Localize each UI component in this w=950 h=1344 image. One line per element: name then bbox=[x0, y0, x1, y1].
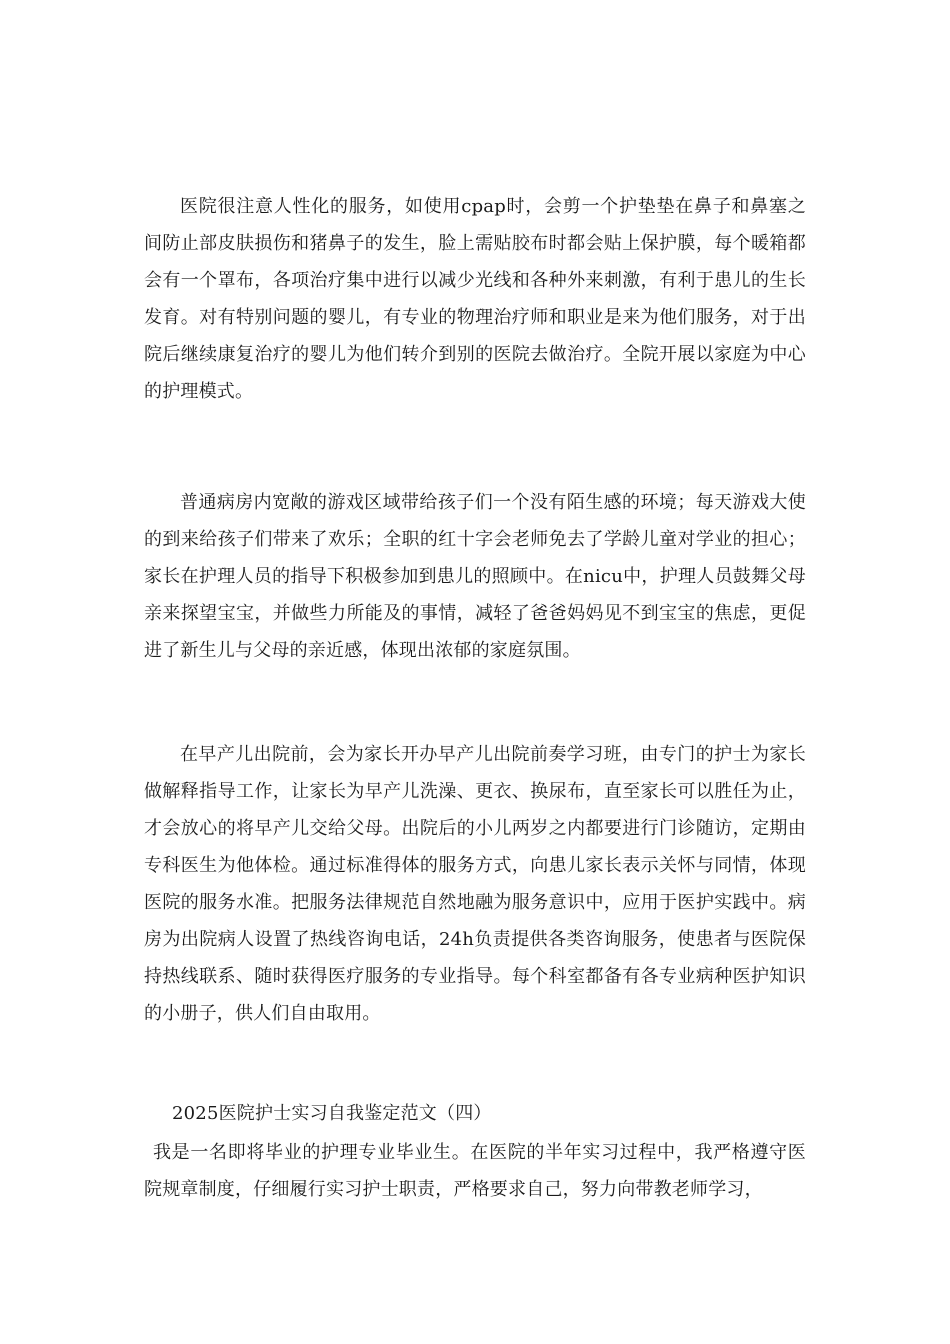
paragraph-humanized-service: 医院很注意人性化的服务，如使用cpap时，会剪一个护垫垫在鼻子和鼻塞之间防止部皮肤损伤和猪鼻子的发生，脸上需贴胶布时都会贴上保护膜，每个暖箱都会有一个罩布，各项治疗集中进行以减少光线和各种外来刺激，有利于患儿的生长发育。对有特别问题的婴儿，有专业的物理治疗师和职业是来为他们服务，对于出院后继续康复治疗的婴儿为他们转介到别的医院去做治疗。全院开展以家庭为中心的护理模式。 bbox=[144, 196, 806, 402]
paragraph-ward-environment: 普通病房内宽敞的游戏区域带给孩子们一个没有陌生感的环境；每天游戏大使的到来给孩子们带来了欢乐；全职的红十字会老师免去了学龄儿童对学业的担心；家长在护理人员的指导下积极参加到患儿的照顾中。在nicu中，护理人员鼓舞父母亲来探望宝宝，并做些力所能及的事情，减轻了爸爸妈妈见不到宝宝的焦虑，更促进了新生儿与父母的亲近感，体现出浓郁的家庭氛围。 bbox=[144, 492, 806, 661]
paragraph-self-assessment-intro: 我是一名即将毕业的护理专业毕业生。在医院的半年实习过程中，我严格遵守医院规章制度，仔细履行实习护士职责，严格要求自己，努力向带教老师学习， bbox=[144, 1142, 806, 1200]
section-heading: 2025医院护士实习自我鉴定范文（四） bbox=[172, 1103, 492, 1124]
paragraph-discharge-education: 在早产儿出院前，会为家长开办早产儿出院前奏学习班，由专门的护士为家长做解释指导工作，让家长为早产儿洗澡、更衣、换尿布，直至家长可以胜任为止，才会放心的将早产儿交给父母。出院后的小儿两岁之内都要进行门诊随访，定期由专科医生为他体检。通过标准得体的服务方式，向患儿家长表示关怀与同情，体现医院的服务水准。把服务法律规范自然地融为服务意识中，应用于医护实践中。病房为出院病人设置了热线咨询电话，24h负责提供各类咨询服务，使患者与医院保持热线联系、随时获得医疗服务的专业指导。每个科室都备有各专业病种医护知识的小册子，供人们自由取用。 bbox=[144, 744, 806, 1024]
